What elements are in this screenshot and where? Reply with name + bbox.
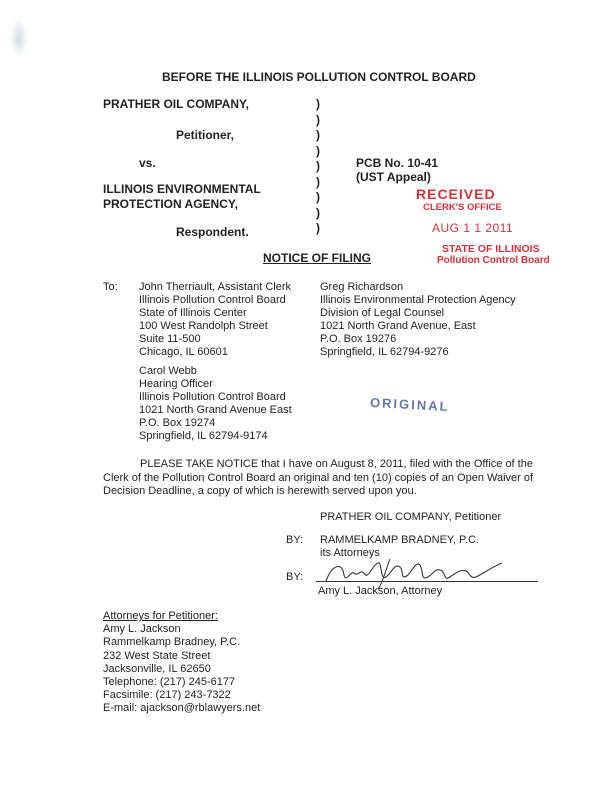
paren: ) [316, 221, 320, 235]
stamp-state: STATE OF ILLINOIS [442, 243, 540, 255]
by-label-firm: BY: [286, 534, 304, 546]
paren: ) [316, 174, 320, 189]
to-label: To: [103, 281, 118, 293]
signature-company: PRATHER OIL COMPANY, Petitioner [320, 511, 502, 523]
address-line: P.O. Box 19274 [139, 417, 216, 429]
notice-title: NOTICE OF FILING [263, 251, 371, 265]
case-type: (UST Appeal) [356, 170, 431, 184]
respondent-name-line2: PROTECTION AGENCY, [103, 197, 238, 211]
address-line: Chicago, IL 60601 [139, 346, 228, 358]
board-title: BEFORE THE ILLINOIS POLLUTION CONTROL BOARD [162, 70, 476, 84]
address-line: Springfield, IL 62794-9276 [320, 346, 449, 358]
attorney-line: Rammelkamp Bradney, P.C. [103, 636, 241, 649]
paren: ) [316, 159, 320, 173]
petitioner-role: Petitioner, [176, 128, 235, 142]
attorney-line: Amy L. Jackson [103, 623, 181, 636]
versus-label: vs. [139, 156, 156, 170]
attorneys-block [103, 610, 260, 716]
attorney-email[interactable]: E-mail: ajackson@rblawyers.net [103, 702, 261, 715]
paragraph-line: PLEASE TAKE NOTICE that I have on August 8, 2011, filed with the Office of the [140, 458, 533, 470]
attorney-line: Telephone: (217) 245-6177 [103, 676, 236, 689]
by-label-signer: BY: [286, 571, 304, 583]
address-line: State of Illinois Center [139, 307, 247, 319]
petitioner-name: PRATHER OIL COMPANY, [103, 97, 250, 111]
signature-signer: Amy L. Jackson, Attorney [318, 585, 443, 597]
signature-its-attorneys: its Attorneys [320, 547, 380, 559]
attorney-line: Facsimile: (217) 243-7322 [103, 689, 231, 702]
signature-line [316, 581, 538, 582]
caption-parentheses [316, 97, 320, 237]
paren: ) [316, 112, 320, 127]
attorney-line: 232 West State Street [103, 649, 211, 662]
stamp-date: AUG 1 1 2011 [432, 221, 514, 235]
address-line: Carol Webb [139, 365, 197, 377]
paragraph-line: Decision Deadline, a copy of which is herewith served upon you. [103, 485, 417, 497]
notice-paragraph [103, 458, 533, 499]
scan-smudge [10, 18, 28, 58]
address-line: Suite 11-500 [139, 333, 201, 345]
address-line: P.O. Box 19276 [320, 333, 397, 345]
attorneys-heading: Attorneys for Petitioner: [103, 610, 218, 622]
recipient-hearing-officer [139, 365, 292, 443]
signature-firm: RAMMELKAMP BRADNEY, P.C. [320, 534, 479, 546]
address-line: Springfield, IL 62794-9174 [139, 430, 268, 442]
address-line: John Therriault, Assistant Clerk [139, 281, 292, 293]
address-line: Illinois Environmental Protection Agency [320, 294, 516, 306]
case-number: PCB No. 10-41 [356, 156, 439, 170]
attorney-line: Jacksonville, IL 62650 [103, 662, 211, 675]
address-line: 1021 North Grand Avenue, East [320, 320, 476, 332]
address-line: 100 West Randolph Street [139, 320, 268, 332]
respondent-role: Respondent. [176, 225, 249, 239]
stamp-clerks-office: CLERK'S OFFICE [423, 202, 502, 213]
paren: ) [316, 190, 320, 204]
address-line: Greg Richardson [320, 281, 404, 293]
stamp-received: RECEIVED [416, 186, 496, 202]
address-line: Illinois Pollution Control Board [139, 391, 286, 403]
recipient-iepa [320, 281, 516, 359]
paragraph-line: Clerk of the Pollution Control Board an original and ten (10) copies of an Open Waiver of [103, 471, 534, 484]
address-line: 1021 North Grand Avenue East [139, 404, 292, 416]
paren: ) [316, 205, 320, 220]
paren: ) [316, 97, 320, 111]
stamp-board: Pollution Control Board [437, 255, 550, 266]
paren: ) [316, 143, 320, 158]
address-line: Illinois Pollution Control Board [139, 294, 286, 306]
respondent-name-line1: ILLINOIS ENVIRONMENTAL [103, 182, 261, 196]
original-stamp: ORIGINAL [369, 394, 450, 415]
recipient-clerk [139, 281, 291, 359]
address-line: Hearing Officer [139, 378, 213, 390]
paren: ) [316, 128, 320, 142]
address-line: Division of Legal Counsel [320, 307, 445, 319]
